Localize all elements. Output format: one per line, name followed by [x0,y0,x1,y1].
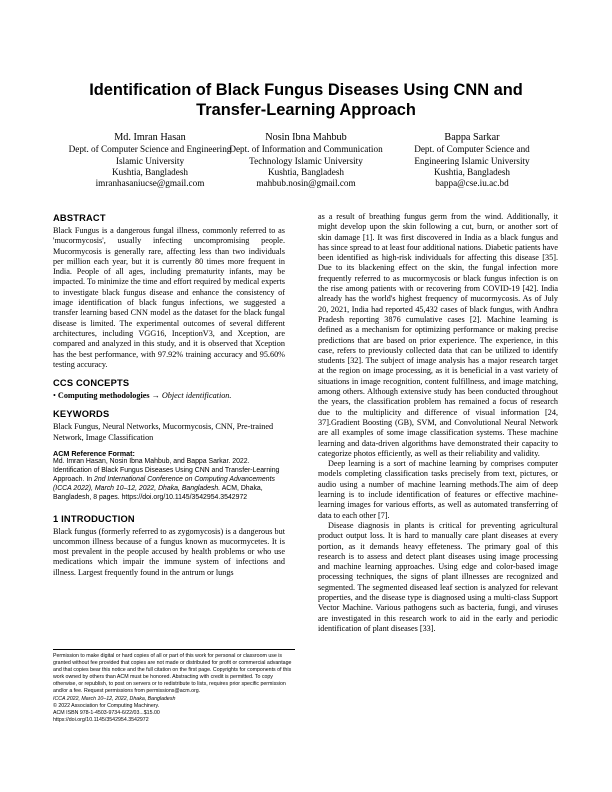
acm-reference-text [53,458,285,503]
author-email[interactable]: mahbub.nosin@gmail.com [256,178,356,189]
intro-paragraph-2: Deep learning is a sort of machine learning by comprises computer models completing classification tasks precisely from text, pictures, or audio using a number of machine learning methods.The aim of deep learning is to include identification of features or effective machine-learning images for various efforts, as well as automated transferring of data to each other [7]. [318,459,558,520]
author-email[interactable]: imranhasaniucse@gmail.com [95,178,205,189]
author-location: Kushtia, Bangladesh [267,167,345,178]
permission-text: Permission to make digital or hard copies of all or part of this work for personal or classroom use is granted without fee provided that copies are not made or distributed for profit or commercial advantage and that copies bear this notice and the full citation on the first page. Copyrights for components of this work owned by others than ACM must be honored. Abstracting with credit is permitted. To copy otherwise, or republish, to post on servers or to redistribute to lists, requires prior specific permission and/or a fee. Request permissions from permissions@acm.org. [53,653,292,695]
introduction-heading: 1 INTRODUCTION [53,513,135,524]
paper-title: Identification of Black Fungus Diseases Using CNN and Transfer-Learning Approach [89,81,523,119]
isbn-line: ACM ISBN 978-1-4503-9734-6/22/03...$15.00 [53,709,160,716]
copyright-line: © 2022 Association for Computing Machinery. [53,702,160,709]
author-dept: Dept. of Information and Communication Technology Islamic University [229,144,383,166]
author-location: Kushtia, Bangladesh [111,167,189,178]
ccs-concepts [53,391,285,401]
ccs-heading: CCS CONCEPTS [53,378,130,389]
ccs-concept: Object identification. [161,391,232,401]
author-block-1 [60,132,240,190]
author-dept: Dept. of Computer Science and Engineering Islamic University [414,144,530,166]
doi-link[interactable]: https://doi.org/10.1145/3542954.3542972 [53,716,149,723]
acm-reference-heading: ACM Reference Format: [53,449,135,459]
author-location: Kushtia, Bangladesh [433,167,511,178]
ccs-bullet: • [53,391,56,401]
author-name: Md. Imran Hasan [114,132,186,143]
abstract-text: Black Fungus is a dangerous fungal illness, commonly referred to as 'mucormycosis', usually infecting uncompromising people. Mucormycosis is generally rare, affecting less than two individuals per million each year, but it is currently 80 times more frequent in India. People of all ages, including prematurity infants, may be impacted. To minimize the time and effort required by medical experts to investigate black fungus disease and enhance the consistency of image identification of black fungus infections, we suggested a transfer learning based CNN model as the dataset for the black fungal disease is limited. The experimental outcomes of several different architectures, including VGG16, InceptionV3, and Xception, are compared and analyzed in this study, and it is observed that Xception has the best performance, with 97.92% training accuracy and 95.60% testing accuracy. [53,226,285,369]
intro-paragraph-1: Black fungus (formerly referred to as zygomycosis) is a dangerous but uncommon illness because of a fungus known as mucormycetes. It is most prevalent in the people accused by health problems or who use medications which impair the immune system of infections and illness. Largest frequently found in the antrum or lungs [53,526,285,577]
permission-footnote [53,649,295,724]
intro-paragraph-1-cont: as a result of breathing fungus germ from the wind. Additionally, it might develop upon the skin following a cut, burn, or another sort of skin damage [1]. It was first discovered in India as a black fungus and has since spread to at least four additional nations. Diabetic patients have been identified as high-risk individuals for affecting this disease [35]. Due to its blackening effect on the skin, the fungal infection more frequently referred to as mucormycosis or black fungus infection is on the rise among patients with or recovering from COVID-19 [42]. India already has the world's highest frequency of mucormycosis. As of July 20, 2021, India had reported 45,432 cases of black fungus, with Andhra Pradesh reporting 3876 cumulative cases [2]. Machine learning is defined as a mechanism for optimizing performance or making precise predictions that are based on prior experience. The experience, in this case, refers to previously collected data that can be utilized to identify students [32]. The subject of image analysis has a major research target at the region on image processing, as it is beneficial in a vast variety of situations in image recognition, content fulfillness, and image matching, among others. Although extensive study has been conducted throughout the years, the classification problem has remained a focus of research due to the multiplicity and difference of visual information [24, 37].Gradient Boosting (GB), SVM, and Convolutional Neural Network are all examples of some image classification systems. These machine learning and data-driven algorithms have demonstrated their capacity to categorize photos efficiently, as well as their reliability and validity. [318,212,558,458]
keywords-heading: KEYWORDS [53,409,110,420]
keywords-text: Black Fungus, Neural Networks, Mucormycosis, CNN, Pre-trained Network, Image Classification [53,422,274,442]
author-block-2 [218,132,394,190]
author-name: Nosin Ibna Mahbub [265,132,347,143]
conference-line: ICCA 2022, March 10–12, 2022, Dhaka, Bangladesh [53,695,176,702]
arrow-icon: → [151,391,160,401]
acm-ref-authors: Md. Imran Hasan, Nosin Ibna Mahbub, and Bappa Sarkar. 2022. Identification of Black Fungus Diseases Using CNN and Transfer-Learning Approach. In [53,458,280,483]
left-column [53,212,285,578]
ccs-category: Computing methodologies [57,391,150,401]
acm-ref-venue: 2nd International Conference on Computing Advancements (ICCA 2022), March 10–12, 2022, Dhaka, Bangladesh. [53,475,275,492]
author-dept: Dept. of Computer Science and Engineering Islamic University [68,144,232,166]
abstract-heading: ABSTRACT [53,213,106,223]
author-block-3 [392,132,552,190]
right-column [318,212,558,634]
author-email[interactable]: bappa@cse.iu.ac.bd [435,178,509,189]
acm-ref-tail: ACM, Dhaka, Bangladesh, 8 pages. https://doi.org/10.1145/3542954.3542972 [53,484,263,501]
intro-paragraph-3: Disease diagnosis in plants is critical for preventing agricultural product output loss. It is hard to manually care plant diseases at every portion, as it demands heavy effeteness. The primary goal of this research is to assess and detect plant diseases using image processing and machine learning approaches. Using edge and color-based image processing techniques, the signs of plant illnesses are recognized and segmented. The segmented diseased leaf section is analyzed for relevant properties, and the disease type is diagnosed using a multi-class Support Vector Machine. Various pathogens such as bacteria, fungi, and viruses are investigated in this research work to aid in the early and periodic identification of plant diseases [33]. [318,520,558,633]
author-name: Bappa Sarkar [444,132,500,143]
